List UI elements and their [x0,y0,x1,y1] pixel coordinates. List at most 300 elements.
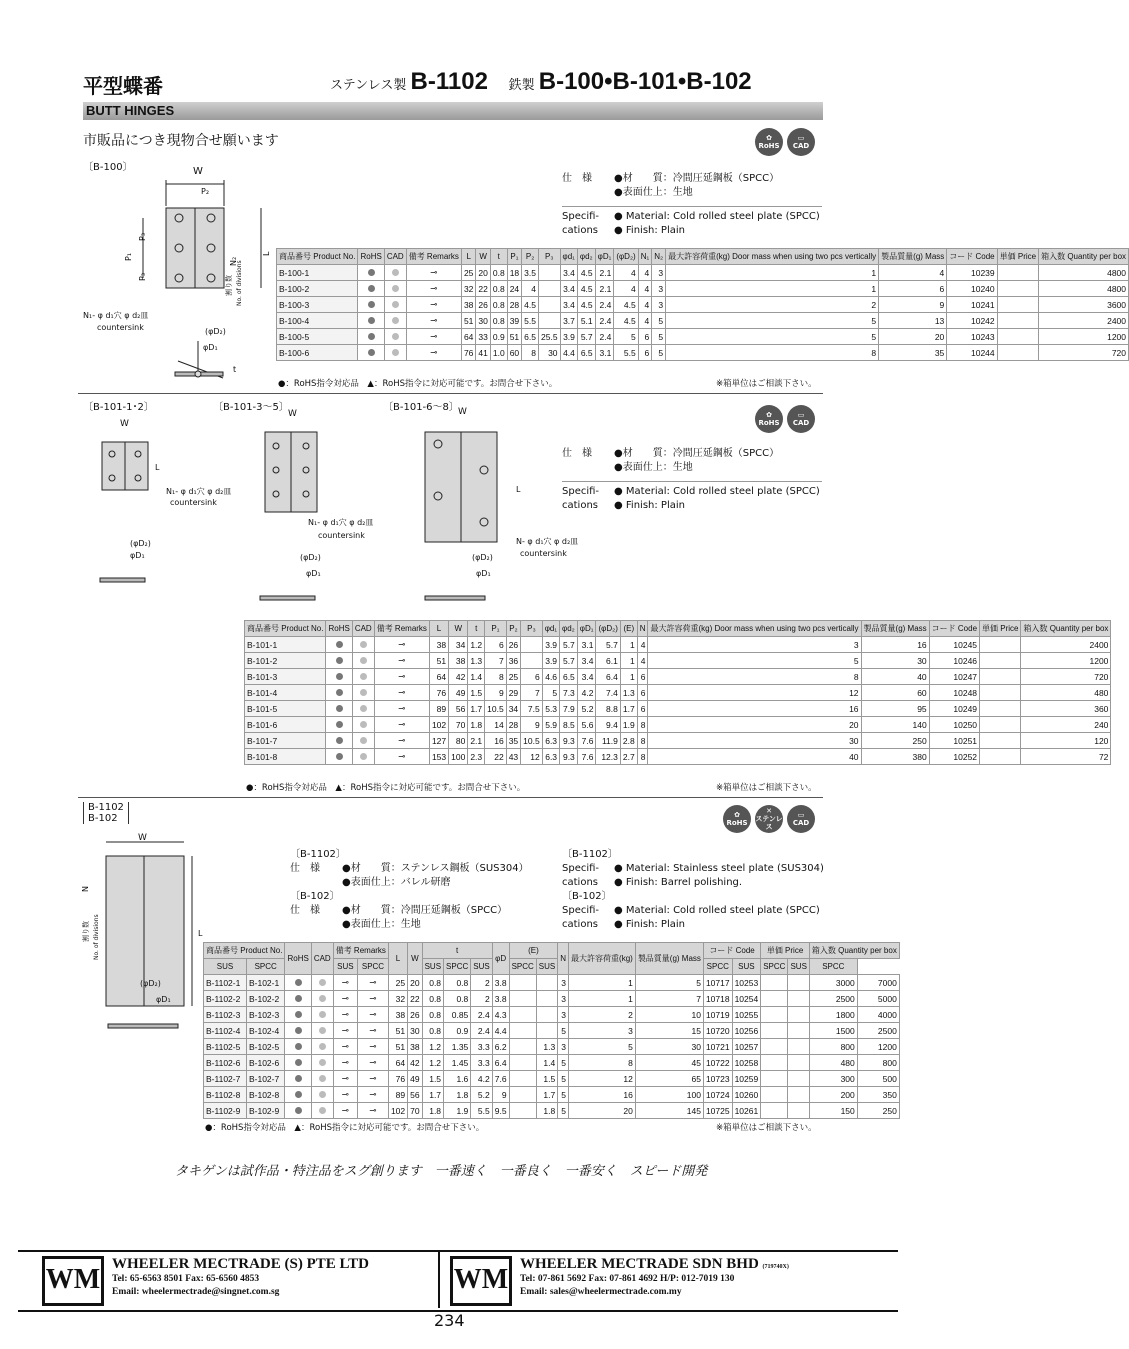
table-cell: 12 [521,749,543,765]
table-cell: 4.2 [471,1071,492,1087]
table-row [277,265,1129,281]
rohs-cell [285,1007,311,1023]
remarks-cell [406,313,461,329]
table-cell: 6.1 [596,653,620,669]
table-row [277,281,1129,297]
rohs-cell [358,329,384,345]
rohs-dot-icon [295,1027,302,1034]
remarks-cell [333,1007,357,1023]
table-cell: 7.6 [492,1071,509,1087]
table-cell: 10247 [929,669,979,685]
table-cell: 18 [507,265,521,281]
table-cell: 40 [648,749,861,765]
rohs-dot-icon [336,705,343,712]
cad-cell [352,669,374,685]
table-cell [509,1055,536,1071]
column-subheader: SUS [333,959,357,975]
table-cell: 8 [648,669,861,685]
table-body [245,637,1111,765]
table-cell: 1.35 [444,1039,471,1055]
table-cell: 25 [461,265,475,281]
column-header: P₂ [506,621,520,637]
remarks-cell [374,685,429,701]
rohs-dot-icon [368,333,375,340]
table-cell: 5.7 [560,637,578,653]
table-cell: 6.3 [542,733,559,749]
badges-1 [755,128,815,156]
rohs-dot-icon [336,737,343,744]
remarks-cell [333,1039,357,1055]
table-cell [788,1055,809,1071]
product-no-sus-cell: B-1102-7 [204,1071,247,1087]
cad-dot-icon [392,269,399,276]
table-cell: 2.1 [595,265,614,281]
svg-text:t: t [233,365,237,374]
cad-dot-icon [360,641,367,648]
column-subheader: SPCC [444,959,471,975]
table-cell: 3.3 [471,1055,492,1071]
table-cell [536,1007,557,1023]
table-cell: 5 [652,345,666,361]
remarks-cell [358,991,389,1007]
table-cell: 10256 [732,1023,761,1039]
b1102-spec-jp: 〔B-1102〕 仕 様 ●材 質：ステンレス鋼板（SUS304） ●表面仕上：バレル研磨 〔B-102〕 仕 様 ●材 質：冷間圧延鋼板（SPCC） ●表面仕上：生地 [290,849,529,930]
cad-dot-icon [319,979,326,986]
cad-dot-icon [392,285,399,292]
column-header: CAD [311,943,333,975]
column-subheader: SPCC [761,959,788,975]
table-cell: 3.3 [471,1039,492,1055]
table-cell [761,1071,788,1087]
table-cell: 8.8 [596,701,620,717]
rohs-cell [285,1071,311,1087]
table-cell: 5.7 [560,653,578,669]
table-cell: 8 [637,717,648,733]
table-cell [788,1039,809,1055]
column-header: 単価 Price [980,621,1021,637]
cad-dot-icon [319,1011,326,1018]
hinge-icon: ⊸ [341,977,349,987]
table-cell: 28 [506,717,520,733]
table-cell: 6 [637,669,648,685]
table-cell: 1.6 [444,1071,471,1087]
table-cell: 250 [861,733,929,749]
remarks-cell [358,1055,389,1071]
table-row [245,701,1111,717]
table-row [245,669,1111,685]
table-cell: 5 [542,685,559,701]
table-cell: 2 [569,1007,636,1023]
table-cell: 8 [569,1055,636,1071]
table-cell: 2.7 [620,749,637,765]
rohs-dot-icon [368,349,375,356]
product-no-spcc-cell: B-102-2 [246,991,285,1007]
cad-dot-icon [319,1075,326,1082]
remarks-cell [333,1055,357,1071]
table-cell: 7.9 [560,701,578,717]
hinge-icon: ⊸ [369,977,377,987]
table-cell: 7 [635,991,703,1007]
table-cell: 5 [558,1055,569,1071]
table-cell: 2500 [809,991,857,1007]
hinge-icon: ⊸ [398,735,406,745]
table-cell: 5 [558,1103,569,1119]
table-cell [536,975,557,991]
remarks-cell [406,265,461,281]
table-cell: 9 [485,685,507,701]
countersink-callout: N₁- φ d₁穴 φ d₂皿 [83,311,149,320]
column-header: P₂ [522,249,539,265]
table-cell: 72 [1021,749,1111,765]
table-cell: 10.5 [485,701,507,717]
table-cell: 7000 [857,975,899,991]
table-cell: 7.3 [560,685,578,701]
column-header: 備考 Remarks [374,621,429,637]
column-subheader: SPCC [509,959,536,975]
column-header: RoHS [358,249,384,265]
page-title: 平型蝶番 [83,74,163,98]
product-no-cell: B-101-3 [245,669,326,685]
column-header: φd₁ [560,249,577,265]
hinge-icon: ⊸ [398,639,406,649]
svg-text:W: W [138,833,147,843]
table-cell [761,1023,788,1039]
table-cell [509,1087,536,1103]
hinge-icon: ⊸ [369,1025,377,1035]
table-cell [761,975,788,991]
table-cell: 34 [506,701,520,717]
cad-dot-icon [319,1091,326,1098]
remarks-cell [374,669,429,685]
column-header: φD₁ [595,249,614,265]
svg-text:φD₁: φD₁ [156,995,171,1004]
cad-cell [352,717,374,733]
table-cell: 16 [569,1087,636,1103]
b100-table-wrap [276,248,1129,361]
column-header: W [408,943,422,975]
table-cell: 2.4 [595,329,614,345]
svg-text:N₂: N₂ [229,256,238,266]
table-cell: 26 [476,297,490,313]
table-cell: 10718 [703,991,732,1007]
table-cell: 38 [449,653,468,669]
table-cell: 480 [809,1055,857,1071]
table-cell [509,975,536,991]
table-cell: 76 [429,685,448,701]
table-cell: 300 [809,1071,857,1087]
rohs-cell [285,1039,311,1055]
table-cell: 34 [449,637,468,653]
table-cell: 1.3 [468,653,485,669]
cad-cell [384,329,406,345]
column-header: 最大許容荷重(kg) Door mass when using two pcs vertically [648,621,861,637]
table-cell: 70 [408,1103,422,1119]
table-cell: 1.5 [536,1071,557,1087]
table-cell: 10255 [732,1007,761,1023]
sus-label: ステンレス製 [330,78,407,93]
table-cell: 10244 [947,345,997,361]
svg-text:(φD₂): (φD₂) [472,553,493,562]
table-row [204,1071,900,1087]
table-cell: 42 [408,1055,422,1071]
hinge-icon: ⊸ [341,1089,349,1099]
remarks-cell [374,749,429,765]
product-no-sus-cell: B-1102-5 [204,1039,247,1055]
remarks-cell [358,1071,389,1087]
svg-text:W: W [120,419,129,429]
table-cell: 0.8 [422,975,443,991]
table-cell: 4 [638,313,651,329]
product-no-cell: B-100-5 [277,329,358,345]
svg-text:N: N [81,886,90,892]
table-cell: 4 [638,297,651,313]
table-cell: 42 [449,669,468,685]
table-cell [980,685,1021,701]
table-cell: 12 [648,685,861,701]
cad-cell [352,685,374,701]
hinge-icon: ⊸ [341,1025,349,1035]
table-cell: 1.9 [444,1103,471,1119]
rohs-dot-icon [295,979,302,986]
remarks-cell [406,297,461,313]
table-cell: 3.8 [492,975,509,991]
table-cell: 1.8 [536,1103,557,1119]
table-cell: 4 [522,281,539,297]
table-cell: 3.8 [492,991,509,1007]
table-cell [788,975,809,991]
column-header: P₁ [507,249,521,265]
table-cell: 1500 [809,1023,857,1039]
table-row [204,975,900,991]
rohs-cell [358,313,384,329]
cad-cell [352,637,374,653]
table-cell: 4 [638,265,651,281]
table-cell: 14 [485,717,507,733]
table-cell: 43 [506,749,520,765]
table-cell: 5.6 [577,717,596,733]
column-header: コード Code [947,249,997,265]
table-cell: 22 [476,281,490,297]
table-cell [539,281,561,297]
table-row [245,637,1111,653]
product-no-spcc-cell: B-102-4 [246,1023,285,1039]
table-cell: 40 [861,669,929,685]
hinge-icon: ⊸ [398,751,406,761]
rohs-icon: ✿ RoHS [755,405,783,433]
table-cell: 1.9 [620,717,637,733]
table-cell: 30 [476,313,490,329]
hinge-icon: ⊸ [341,1105,349,1115]
column-header: t [422,943,492,959]
table-cell: 5.5 [522,313,539,329]
remarks-cell [358,1007,389,1023]
table-cell: 0.8 [490,313,507,329]
hinge-icon: ⊸ [341,1009,349,1019]
table-cell: 20 [879,329,947,345]
cad-cell [311,1071,333,1087]
table-cell: 10261 [732,1103,761,1119]
notice-text: 市販品につき現物合せ願います [83,133,279,149]
b101-note-right: ※箱単位はご相談下さい。 [716,783,817,793]
product-no-cell: B-100-6 [277,345,358,361]
table-cell: 10717 [703,975,732,991]
table-cell: 3.4 [577,653,596,669]
table-cell: 3 [558,1039,569,1055]
table-cell: 2 [666,297,879,313]
table-header-row [204,943,900,959]
column-header: コード Code [929,621,979,637]
table-cell: 9 [492,1087,509,1103]
table-cell: 4.5 [614,313,638,329]
table-cell: 10722 [703,1055,732,1071]
cad-dot-icon [319,1059,326,1066]
table-cell [980,701,1021,717]
hinge-icon: ⊸ [369,1105,377,1115]
table-cell: 5 [614,329,638,345]
rohs-dot-icon [368,285,375,292]
table-cell: 360 [1021,701,1111,717]
table-cell: 10 [635,1007,703,1023]
table-header-row [245,621,1111,637]
table-cell: 89 [388,1087,407,1103]
table-cell: 28 [507,297,521,313]
rohs-dot-icon [336,641,343,648]
cad-cell [352,653,374,669]
rohs-dot-icon [368,317,375,324]
rohs-dot-icon [295,1059,302,1066]
product-no-cell: B-100-1 [277,265,358,281]
table-cell [997,265,1038,281]
svg-text:φD₁: φD₁ [476,569,491,578]
table-header-row [277,249,1129,265]
table-cell: 3.1 [595,345,614,361]
b101-note-left: ●：RoHS指令対応品 ▲：RoHS指令に対応可能です。お問合せ下さい。 [246,783,526,793]
table-cell: 3.9 [542,637,559,653]
table-cell: 800 [857,1055,899,1071]
table-cell: 13 [879,313,947,329]
product-no-cell: B-100-4 [277,313,358,329]
column-header: 製品質量(g) Mass [635,943,703,975]
footer-right: WM WHEELER MECTRADE SDN BHD (719740X) Tel: 07-861 5692 Fax: 07-861 4692 H/P: 012-7019 130 Email: sales@wheelermectrade.com.my [450,1256,789,1306]
rohs-cell [285,1087,311,1103]
table-cell [788,1087,809,1103]
remarks-cell [333,991,357,1007]
table-cell: 102 [388,1103,407,1119]
cad-dot-icon [360,721,367,728]
table-cell: 6.5 [522,329,539,345]
cad-cell [352,701,374,717]
rohs-dot-icon [336,689,343,696]
rohs-dot-icon [295,1043,302,1050]
product-no-cell: B-101-4 [245,685,326,701]
b1102-spec-en: 〔B-1102〕 Specifi- cations● Material: Stainless steel plate (SUS304) ● Finish: Barrel polishing. 〔B-102〕 Specifi- cations● Material: Cold rolled steel plate (SPCC) ● Finish: Plain [562,849,824,930]
table-cell [509,1103,536,1119]
table-cell: 10248 [929,685,979,701]
column-header: (E) [509,943,558,959]
hinge-icon: ⊸ [369,1009,377,1019]
hinge-icon: ⊸ [430,347,438,357]
table-cell: 38 [461,297,475,313]
product-no-spcc-cell: B-102-8 [246,1087,285,1103]
table-cell: 2400 [1039,313,1129,329]
table-cell: 9.4 [596,717,620,733]
table-cell: 3 [558,975,569,991]
table-cell [761,991,788,1007]
table-cell: 7.6 [577,749,596,765]
table-cell: 3 [652,265,666,281]
hinge-icon: ⊸ [398,703,406,713]
cad-dot-icon [392,333,399,340]
svg-text:N₁- φ d₁穴 φ d₂皿: N₁- φ d₁穴 φ d₂皿 [166,487,232,496]
cad-cell [384,313,406,329]
column-header: L [429,621,448,637]
cad-icon: ▭ CAD [787,128,815,156]
table-cell [761,1007,788,1023]
column-subheader: SUS [471,959,492,975]
rohs-cell [326,701,352,717]
table-cell: 20 [408,975,422,991]
rohs-dot-icon [295,1075,302,1082]
remarks-cell [333,975,357,991]
svg-text:P₃: P₃ [138,232,147,241]
column-header: φd₂ [577,249,595,265]
table-cell: 4.5 [577,265,595,281]
table-cell: 10243 [947,329,997,345]
title-codes [330,68,752,96]
table-cell: 3000 [809,975,857,991]
table-cell: 7.6 [577,733,596,749]
svg-text:N₁- φ d₁穴 φ d₂皿: N₁- φ d₁穴 φ d₂皿 [308,518,374,527]
product-no-cell: B-101-6 [245,717,326,733]
table-cell: 11.9 [596,733,620,749]
product-no-sus-cell: B-1102-2 [204,991,247,1007]
table-row [245,653,1111,669]
table-cell: 51 [507,329,521,345]
hinge-icon: ⊸ [369,993,377,1003]
table-cell: 1 [666,281,879,297]
cad-dot-icon [319,995,326,1002]
cad-icon: ▭ CAD [787,405,815,433]
column-subheader: SPCC [809,959,857,975]
table-cell: 10725 [703,1103,732,1119]
table-cell: 0.8 [490,297,507,313]
product-no-spcc-cell: B-102-7 [246,1071,285,1087]
product-no-sus-cell: B-1102-1 [204,975,247,991]
column-header: 製品質量(g) Mass [879,249,947,265]
table-cell [980,669,1021,685]
remarks-cell [406,329,461,345]
svg-text:P₁: P₁ [124,252,133,261]
rohs-cell [326,749,352,765]
table-cell [761,1055,788,1071]
page-number: 234 [434,1311,465,1330]
table-cell [788,1071,809,1087]
table-cell: 3600 [1039,297,1129,313]
svg-text:countersink: countersink [97,323,144,332]
table-row [277,313,1129,329]
b100-table [276,248,1129,361]
b1102-label: B-1102 B-102 [83,802,129,824]
table-cell: 5.2 [471,1087,492,1103]
table-cell: 5.9 [542,717,559,733]
product-no-sus-cell: B-1102-8 [204,1087,247,1103]
cad-dot-icon [360,705,367,712]
svg-text:L: L [262,251,271,256]
cad-dot-icon [392,301,399,308]
table-cell: 49 [449,685,468,701]
table-cell: 2.4 [471,1023,492,1039]
remarks-cell [374,733,429,749]
